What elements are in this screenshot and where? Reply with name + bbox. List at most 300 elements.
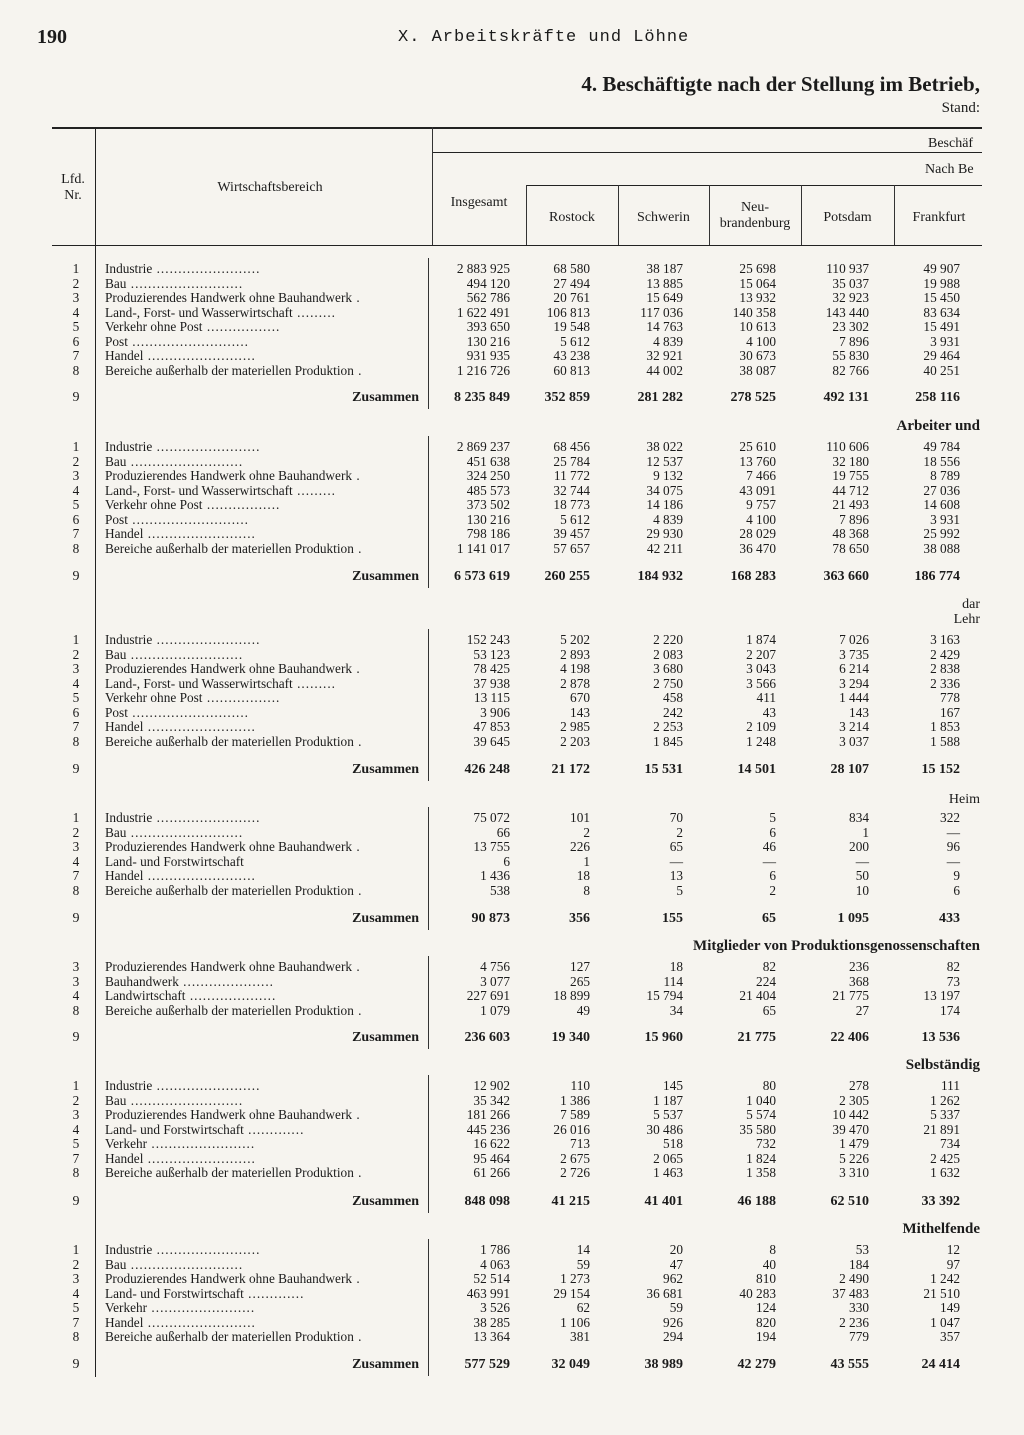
total-row [0,763,1024,777]
total-insgesamt: 848 098 [464,1194,510,1209]
cell-potsdam: 779 [849,1329,869,1344]
leader-dots: ......................... [143,349,256,363]
leader-dots: .................... [185,989,277,1003]
cell-potsdam: 1 [862,824,869,840]
row-label-text: Bereiche außerhalb der materiellen Produktion [105,1166,354,1180]
row-label-text: Bau [105,825,127,840]
cell-potsdam: 2 305 [839,1092,869,1108]
row-number: 8 [72,733,80,749]
table-title: 4. Beschäftigte nach der Stellung im Betrieb, [581,72,980,96]
total-rostock: 260 255 [544,569,590,584]
table-row [0,455,1024,469]
cell-potsdam: 236 [849,959,869,974]
row-label [105,975,420,989]
cell-rostock: 19 548 [553,319,590,334]
total-neubrandenburg: 278 525 [730,390,776,405]
cell-potsdam: 55 830 [832,348,869,363]
row-label-text: Industrie [105,440,153,454]
cell-neubrandenburg: 1 824 [746,1150,776,1166]
cell-neubrandenburg: 9 757 [746,497,776,512]
cell-frankfurt: 6 [953,882,960,898]
leader-dots: ......................... [143,1151,256,1166]
total-insgesamt: 6 573 619 [454,569,510,584]
row-label [105,277,420,291]
leader-dots: .......................... [126,1257,244,1272]
cell-insgesamt: 95 464 [473,1150,510,1166]
row-number: 1 [72,261,80,276]
cell-schwerin: 59 [669,1300,683,1315]
row-label [105,291,420,305]
table-row [0,855,1024,869]
leader-dots: . [352,1272,361,1286]
cell-neubrandenburg: 15 064 [739,275,776,291]
cell-insgesamt: 181 266 [466,1107,510,1122]
row-label [105,440,420,454]
cell-rostock: 57 657 [553,540,590,556]
cell-insgesamt: 1 786 [480,1242,510,1257]
row-label-text: Bau [105,647,127,662]
leader-dots: ......... [292,483,337,498]
cell-neubrandenburg: 43 091 [739,482,776,498]
row-number: 7 [72,868,80,883]
section-heading: Arbeiter und [896,418,980,434]
cell-schwerin: 5 537 [653,1107,683,1122]
row-number: 4 [72,853,80,869]
total-neubrandenburg: 65 [762,911,776,926]
cell-neubrandenburg: 4 100 [746,511,776,527]
total-rostock: 19 340 [551,1030,590,1045]
table-row [0,869,1024,883]
cell-neubrandenburg: 5 [769,810,776,825]
table-row [0,1079,1024,1093]
leader-dots: ......................... [143,720,256,734]
cell-frankfurt: 167 [940,704,960,720]
leader-dots: ........................ [152,1243,261,1257]
cell-rostock: 1 386 [560,1092,590,1108]
row-label [105,855,420,869]
table-row [0,542,1024,556]
row-label-text: Landwirtschaft [105,989,186,1003]
cell-schwerin: 70 [669,810,683,825]
cell-frankfurt: 734 [940,1136,960,1151]
row-label-text: Land- und Forstwirtschaft [105,854,244,869]
cell-potsdam: 10 442 [832,1107,869,1122]
table-row [0,677,1024,691]
section-heading: Heim [948,792,980,807]
cell-frankfurt: 13 197 [923,988,960,1003]
total-row [0,1195,1024,1209]
cell-insgesamt: 1 079 [480,1002,510,1018]
cell-frankfurt: 15 491 [923,319,960,334]
cell-schwerin: 32 921 [646,348,683,363]
cell-neubrandenburg: 6 [769,824,776,840]
cell-insgesamt: 562 786 [466,290,510,305]
cell-potsdam: 3 310 [839,1165,869,1180]
cell-schwerin: 65 [669,839,683,854]
total-schwerin: 184 932 [637,569,683,584]
cell-rostock: 20 761 [553,290,590,305]
total-label: Zusammen [352,1031,419,1045]
cell-rostock: 14 [576,1242,590,1257]
total-rostock: 352 859 [544,390,590,405]
cell-neubrandenburg: 411 [756,690,776,705]
row-label-text: Bauhandwerk [105,974,179,989]
leader-dots: ........................... [127,334,249,349]
cell-potsdam: 27 [855,1002,869,1018]
cell-frankfurt: 3 931 [930,511,960,527]
cell-rostock: 110 [570,1078,590,1093]
cell-rostock: 4 198 [560,661,590,676]
row-label [105,1243,420,1257]
row-number: 3 [72,1107,80,1122]
leader-dots: ........................ [147,1301,256,1315]
total-frankfurt: 13 536 [921,1030,960,1045]
cell-insgesamt: 1 436 [480,868,510,883]
row-number: 3 [72,290,80,305]
row-label-text: Handel [105,349,144,363]
table-row [0,1272,1024,1286]
cell-rostock: 670 [570,690,590,705]
row-label [105,869,420,883]
cell-insgesamt: 4 756 [480,959,510,974]
cell-frankfurt: 1 588 [930,733,960,749]
row-label-text: Verkehr [105,1301,148,1315]
leader-dots: . [353,883,363,898]
header-insgesamt: Insgesamt [450,195,508,210]
row-label-text: Bereiche außerhalb der materiellen Produktion [105,1003,354,1018]
cell-neubrandenburg: 732 [756,1136,776,1151]
row-number: 9 [72,1194,80,1209]
row-number: 1 [72,1078,80,1093]
total-row [0,391,1024,405]
frankfurt-column-rule [894,185,895,245]
row-number: 5 [72,690,80,705]
cell-rostock: 1 273 [560,1271,590,1286]
total-potsdam: 22 406 [830,1030,869,1045]
total-potsdam: 28 107 [830,762,869,777]
cell-frankfurt: 14 608 [923,497,960,512]
table-row [0,826,1024,840]
cell-potsdam: 1 444 [839,690,869,705]
cell-schwerin: 962 [663,1271,683,1286]
total-insgesamt: 577 529 [464,1357,510,1372]
table-row [0,484,1024,498]
cell-insgesamt: 66 [496,824,510,840]
row-label-text: Verkehr ohne Post [105,691,203,705]
row-label [105,884,420,898]
table-row [0,1330,1024,1344]
cell-neubrandenburg: 80 [762,1078,776,1093]
total-label: Zusammen [352,391,419,405]
cell-frankfurt: 40 251 [923,362,960,378]
row-number: 6 [72,333,80,349]
total-row [0,570,1024,584]
total-label: Zusammen [352,912,419,926]
cell-schwerin: 38 187 [646,261,683,276]
cell-schwerin: 458 [663,690,683,705]
row-number: 2 [72,1256,80,1272]
cell-schwerin: 15 649 [646,290,683,305]
table-row [0,262,1024,276]
cell-insgesamt: 53 123 [473,646,510,662]
cell-neubrandenburg: 6 [769,868,776,883]
section-heading: dar [962,597,980,612]
row-number: 4 [72,304,80,320]
row-label-text: Bau [105,1093,127,1108]
cell-rostock: 2 985 [560,719,590,734]
leader-dots: ......... [292,305,337,320]
cell-rostock: 62 [576,1300,590,1315]
row-label [105,364,420,378]
row-label [105,633,420,647]
row-label-text: Land-, Forst- und Wasserwirtschaft [105,305,293,320]
row-label-text: Bau [105,276,127,291]
cell-insgesamt: 1 216 726 [456,362,510,378]
cell-rostock: 265 [570,973,590,989]
table-row [0,320,1024,334]
total-frankfurt: 15 152 [921,762,960,777]
row-label [105,320,420,334]
cell-insgesamt: 13 755 [473,839,510,854]
leader-dots: ..................... [178,974,274,989]
cell-rostock: 18 899 [553,988,590,1003]
leader-dots: . [352,469,361,483]
row-number: 2 [72,275,80,291]
row-label [105,306,420,320]
total-neubrandenburg: 21 775 [737,1030,776,1045]
section-subheading: Lehr [953,612,980,627]
cell-rostock: 18 [576,868,590,883]
cell-frankfurt: 19 988 [923,275,960,291]
cell-potsdam: 3 735 [839,646,869,662]
row-label [105,1287,420,1301]
cell-neubrandenburg: 8 [769,1242,776,1257]
cell-frankfurt: 21 891 [923,1121,960,1137]
cell-rostock: 26 016 [553,1121,590,1137]
row-label-text: Industrie [105,633,153,647]
row-label [105,1258,420,1272]
header-neubrandenburg: Neu- brandenburg [719,200,791,231]
leader-dots: ............. [243,1122,305,1137]
cell-potsdam: 21 493 [832,497,869,512]
row-label [105,706,420,720]
cell-insgesamt: 2 883 925 [456,261,510,276]
row-label [105,349,420,363]
row-label [105,648,420,662]
row-label-text: Industrie [105,811,153,825]
row-number: 4 [72,675,80,691]
leader-dots: .......................... [126,647,244,662]
leader-dots: .......................... [126,1093,244,1108]
row-number: 3 [72,468,80,483]
cell-rostock: 32 744 [553,482,590,498]
total-schwerin: 15 960 [644,1030,683,1045]
table-row [0,633,1024,647]
cell-insgesamt: 798 186 [466,526,510,541]
schwerin-column-rule [618,185,619,245]
cell-rostock: 5 612 [560,511,590,527]
cell-neubrandenburg: 1 358 [746,1165,776,1180]
cell-frankfurt: 18 556 [923,453,960,469]
cell-potsdam: 21 775 [832,988,869,1003]
leader-dots: ............. [243,1286,305,1301]
cell-neubrandenburg: 2 207 [746,646,776,662]
row-label [105,826,420,840]
cell-neubrandenburg: 3 043 [746,661,776,676]
row-label-text: Handel [105,527,144,541]
row-label-text: Verkehr [105,1137,148,1151]
leader-dots: .......................... [126,454,244,469]
cell-rostock: 43 238 [553,348,590,363]
total-label: Zusammen [352,570,419,584]
cell-rostock: 49 [576,1002,590,1018]
row-number: 3 [72,661,80,676]
cell-neubrandenburg: 25 698 [739,261,776,276]
table-row [0,364,1024,378]
page-number: 190 [37,26,67,48]
cell-frankfurt: 3 931 [930,333,960,349]
header-schwerin: Schwerin [637,210,690,225]
cell-potsdam: 3 214 [839,719,869,734]
cell-potsdam: 48 368 [832,526,869,541]
row-number: 8 [72,362,80,378]
cell-frankfurt: 97 [946,1256,960,1272]
leader-dots: ........................ [152,811,261,825]
total-row [0,1031,1024,1045]
cell-neubrandenburg: 124 [756,1300,776,1315]
row-number: 5 [72,319,80,334]
cell-neubrandenburg: 1 874 [746,632,776,647]
table-row [0,349,1024,363]
row-label-text: Produzierendes Handwerk ohne Bauhandwerk [105,291,353,305]
row-number: 7 [72,1314,80,1330]
cell-insgesamt: 2 869 237 [456,439,510,454]
table-row [0,735,1024,749]
beschaef-rule [432,152,982,153]
row-label [105,1079,420,1093]
table-row [0,720,1024,734]
total-label: Zusammen [352,1358,419,1372]
row-label [105,1316,420,1330]
leader-dots: ......... [292,676,337,691]
cell-schwerin: 117 036 [640,304,683,320]
row-label-text: Bau [105,454,127,469]
table-row [0,884,1024,898]
table-row [0,306,1024,320]
cell-rostock: 7 589 [560,1107,590,1122]
table-row [0,1287,1024,1301]
row-number: 1 [72,810,80,825]
cell-insgesamt: 78 425 [473,661,510,676]
row-label [105,1152,420,1166]
cell-frankfurt: 9 [953,868,960,883]
total-frankfurt: 433 [939,911,960,926]
cell-insgesamt: 39 645 [473,733,510,749]
row-label [105,1272,420,1286]
total-potsdam: 62 510 [830,1194,869,1209]
cell-insgesamt: 13 115 [473,690,510,705]
row-label [105,262,420,276]
total-frankfurt: 24 414 [921,1357,960,1372]
cell-potsdam: 19 755 [832,468,869,483]
leader-dots: ........................ [152,262,261,276]
row-label [105,811,420,825]
cell-schwerin: 34 075 [646,482,683,498]
total-insgesamt: 426 248 [464,762,510,777]
total-schwerin: 38 989 [644,1357,683,1372]
cell-potsdam: 3 037 [839,733,869,749]
row-number: 2 [72,824,80,840]
row-label [105,960,420,974]
row-number: 6 [72,511,80,527]
row-label-text: Produzierendes Handwerk ohne Bauhandwerk [105,1272,353,1286]
cell-schwerin: 13 885 [646,275,683,291]
row-number: 8 [72,540,80,556]
leader-dots: ........................ [147,1137,256,1151]
row-number: 9 [72,569,80,584]
table-row [0,1316,1024,1330]
cell-insgesamt: 463 991 [466,1285,510,1301]
cell-potsdam: 32 180 [832,453,869,469]
total-neubrandenburg: 14 501 [737,762,776,777]
cell-potsdam: 2 490 [839,1271,869,1286]
potsdam-column-rule [801,185,802,245]
total-rostock: 41 215 [551,1194,590,1209]
cell-schwerin: 38 022 [646,439,683,454]
leader-dots: . [353,1330,363,1344]
cell-neubrandenburg: 1 040 [746,1092,776,1108]
row-number: 8 [72,1002,80,1018]
rostock-column-rule [526,185,527,245]
table-row [0,291,1024,305]
cell-rostock: 8 [583,882,590,898]
cell-insgesamt: 4 063 [480,1256,510,1272]
cell-potsdam: 143 [849,704,869,720]
cell-schwerin: 1 187 [653,1092,683,1108]
cell-rostock: 60 813 [553,362,590,378]
cell-potsdam: 53 [855,1242,869,1257]
cell-schwerin: 518 [663,1136,683,1151]
cell-schwerin: 18 [669,959,683,974]
leader-dots: ................. [202,320,281,334]
header-wirtschaftsbereich: Wirtschaftsbereich [217,180,323,195]
row-label-text: Post [105,334,128,349]
row-label [105,735,420,749]
cell-potsdam: 200 [849,839,869,854]
leader-dots: ........................... [127,705,249,720]
leader-dots: .......................... [126,825,244,840]
cell-neubrandenburg: 38 087 [739,362,776,378]
cell-rostock: 143 [570,704,590,720]
cell-insgesamt: 61 266 [473,1165,510,1180]
total-rostock: 32 049 [551,1357,590,1372]
table-top-rule [52,127,982,129]
cell-frankfurt: 778 [940,690,960,705]
row-number: 7 [72,526,80,541]
table-row [0,989,1024,1003]
cell-rostock: 27 494 [553,275,590,291]
row-label-text: Post [105,512,128,527]
header-bottom-rule [52,245,982,246]
row-number: 3 [72,959,80,974]
row-number: 2 [72,1092,80,1108]
cell-potsdam: — [855,853,869,869]
cell-schwerin: 36 681 [646,1285,683,1301]
cell-neubrandenburg: 36 470 [739,540,776,556]
row-label-text: Post [105,705,128,720]
cell-frankfurt: — [946,853,960,869]
stand-label: Stand: [941,100,980,116]
